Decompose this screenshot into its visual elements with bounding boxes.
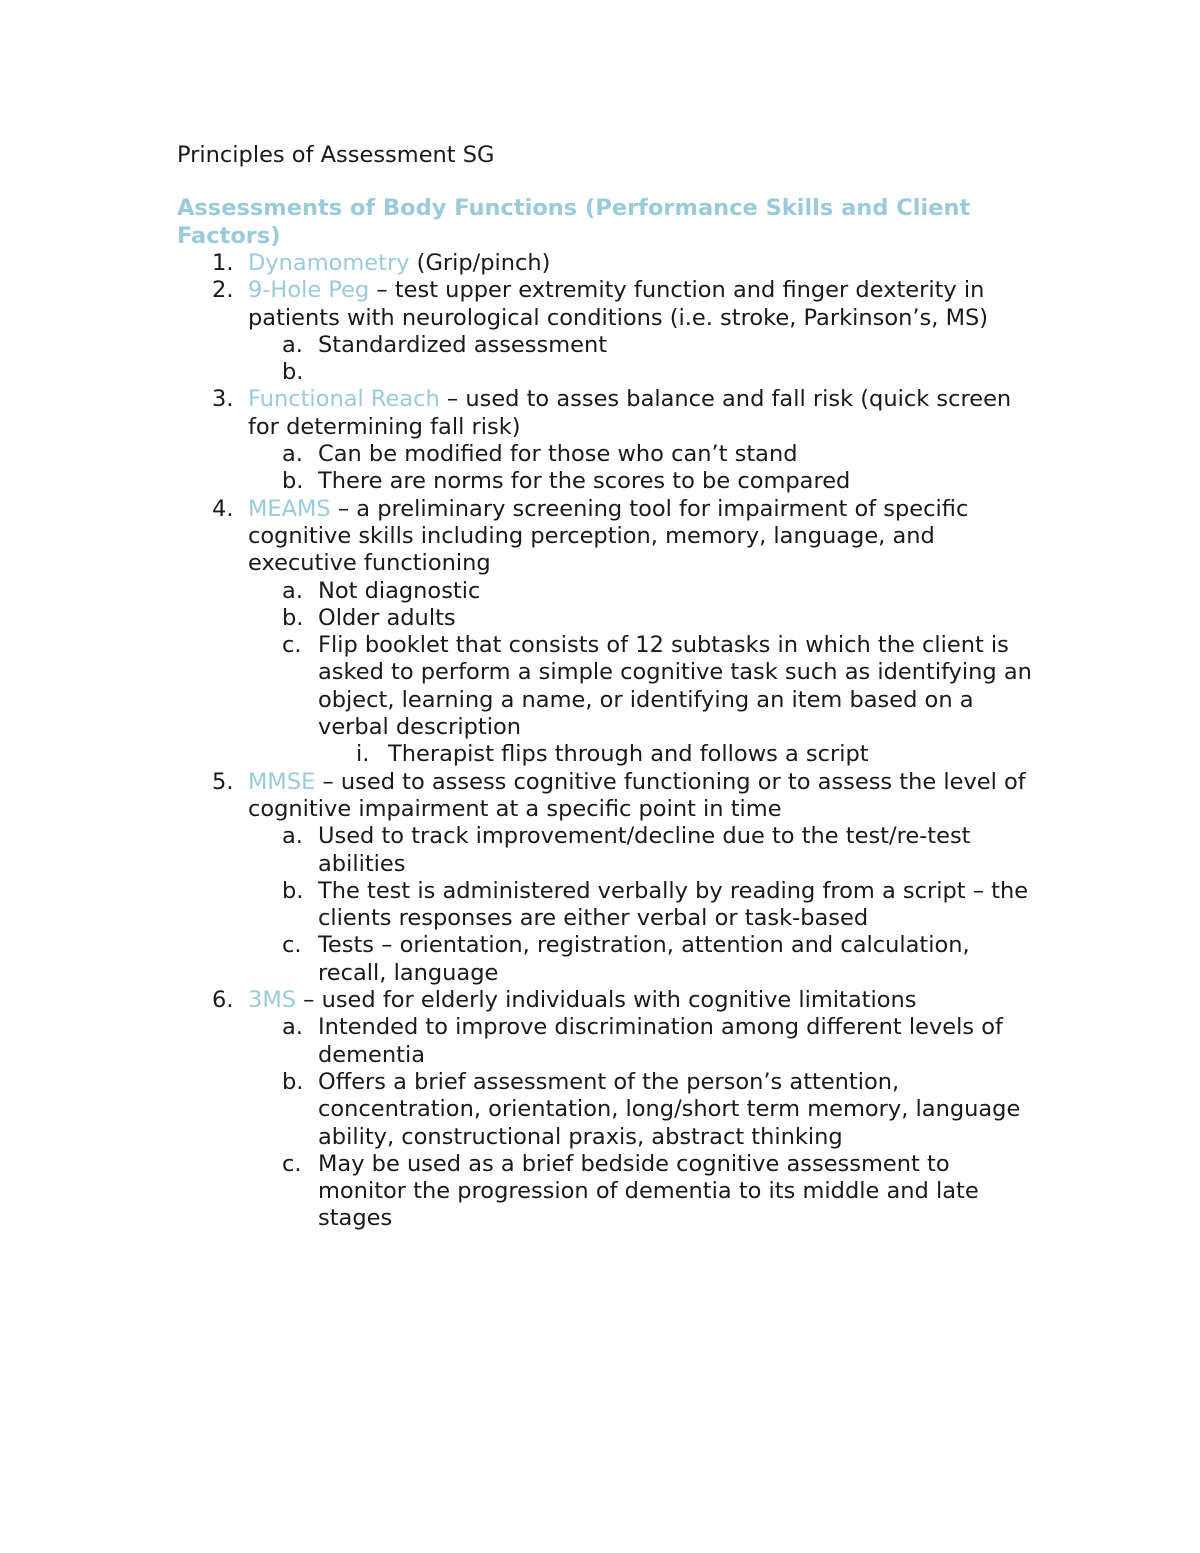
item-text: Can be modified for those who can’t stand	[318, 441, 798, 468]
item-text: May be used as a brief bedside cognitive assessment to monitor the progression of dementia to its middle and late stages	[318, 1150, 979, 1232]
list-marker: a.	[282, 331, 303, 358]
sub-sub-list-item	[0, 741, 1038, 768]
list-item	[0, 277, 1038, 332]
list-marker: a.	[282, 823, 303, 850]
sub-list-item	[0, 932, 1038, 987]
item-text: Offers a brief assessment of the person’s attention, concentration, orientation, long/short term memory, language ability, constructional praxis, abstract thinking	[318, 1068, 1021, 1150]
list-item	[0, 386, 1038, 441]
item-text: Flip booklet that consists of 12 subtasks in which the client is asked to perform a simple cognitive task such as identifying an object, learning a name, or identifying an item based on a verbal description	[318, 632, 1032, 741]
list-marker: 1.	[212, 250, 234, 276]
sub-list-item	[0, 1069, 1038, 1151]
assessment-name: 3MS	[248, 987, 297, 1014]
assessment-name: Functional Reach	[248, 386, 440, 413]
list-item	[0, 496, 1038, 578]
assessment-name: Dynamometry	[248, 250, 410, 276]
list-marker: 5.	[212, 768, 234, 795]
list-marker: a.	[282, 441, 303, 468]
list-marker: a.	[282, 577, 303, 604]
item-text: Standardized assessment	[318, 331, 608, 358]
sub-list-item	[0, 823, 1038, 878]
list-marker: b.	[282, 468, 304, 495]
sub-list-item	[0, 1014, 1038, 1069]
sub-list-item	[0, 441, 1038, 468]
item-text: – used to assess cognitive functioning or to assess the level of cognitive impairment at a specific point in time	[248, 768, 1026, 822]
assessment-name: 9-Hole Peg	[248, 277, 370, 304]
item-text: (Grip/pinch)	[409, 250, 551, 276]
list-marker: 6.	[212, 987, 234, 1014]
list-item	[0, 769, 1038, 824]
list-marker: b.	[282, 877, 304, 904]
list-marker: 4.	[212, 495, 234, 522]
assessment-list	[0, 250, 1200, 1233]
item-text: Used to track improvement/decline due to the test/re-test abilities	[318, 823, 971, 877]
list-marker: 3.	[212, 386, 234, 413]
item-text: The test is administered verbally by reading from a script – the clients responses are either verbal or task-based	[318, 877, 1029, 932]
item-text: Therapist flips through and follows a script	[388, 741, 869, 768]
assessment-name: MMSE	[248, 768, 316, 795]
sub-list-item	[0, 359, 1038, 386]
list-marker: b.	[282, 604, 304, 631]
item-text: – used to asses balance and fall risk (quick screen for determining fall risk)	[248, 386, 1012, 440]
section-heading: Assessments of Body Functions (Performance Skills and Client Factors)	[177, 195, 971, 249]
sub-list-item	[0, 605, 1038, 632]
item-text: Not diagnostic	[318, 577, 481, 604]
assessment-name: MEAMS	[248, 495, 331, 522]
item-text: Tests – orientation, registration, attention and calculation, recall, language	[318, 932, 970, 986]
list-item	[0, 987, 1038, 1014]
item-text: Intended to improve discrimination among different levels of dementia	[318, 1014, 1003, 1068]
item-text: – used for elderly individuals with cognitive limitations	[296, 987, 917, 1014]
list-marker: b.	[282, 1068, 304, 1095]
item-text: There are norms for the scores to be compared	[318, 468, 851, 495]
list-item	[0, 250, 1038, 277]
list-marker: a.	[282, 1014, 303, 1041]
sub-list-item	[0, 878, 1038, 933]
list-marker: 2.	[212, 277, 234, 304]
list-marker: b.	[282, 359, 304, 386]
sub-list-item	[0, 578, 1038, 605]
sub-list-item	[0, 468, 1038, 495]
item-text: – a preliminary screening tool for impairment of specific cognitive skills including perception, memory, language, and executive functioning	[248, 495, 969, 577]
list-marker: c.	[282, 932, 302, 959]
item-text: Older adults	[318, 604, 456, 631]
list-marker: c.	[282, 1150, 302, 1177]
list-marker: i.	[356, 741, 370, 768]
sub-list-item	[0, 332, 1038, 359]
list-marker: c.	[282, 632, 302, 659]
sub-list-item	[0, 1151, 1038, 1233]
sub-list-item	[0, 632, 1038, 741]
document-title: Principles of Assessment SG	[177, 142, 495, 168]
item-text: – test upper extremity function and finger dexterity in patients with neurological conditions (i.e. stroke, Parkinson’s, MS)	[248, 277, 989, 331]
